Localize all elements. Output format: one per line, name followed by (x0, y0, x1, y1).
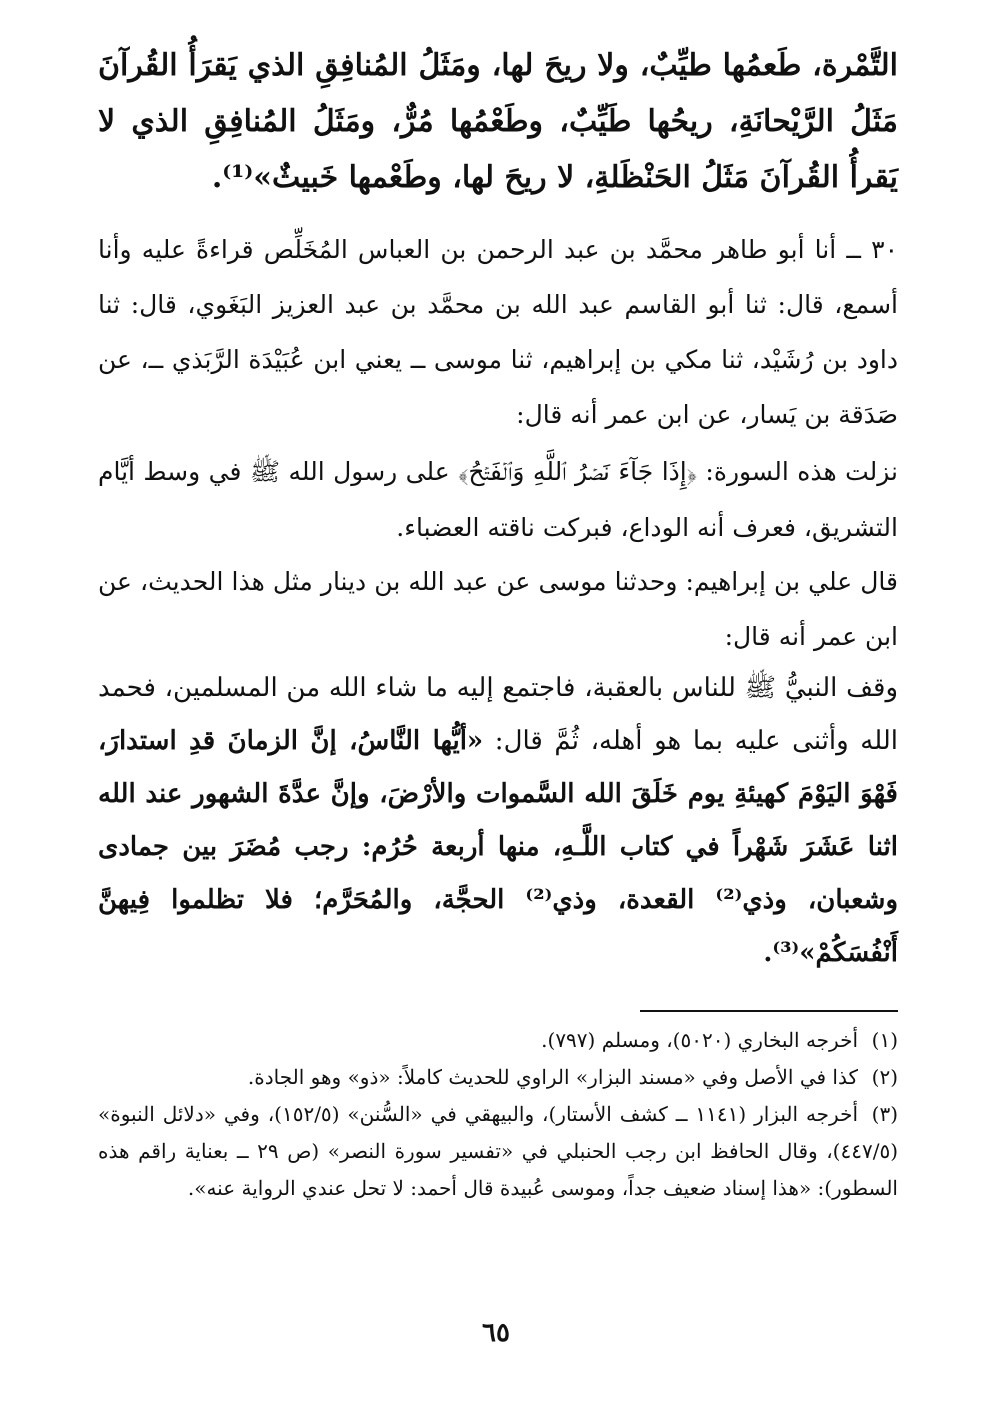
hadith-continuation-text: التَّمْرة، طَعمُها طيِّبٌ، ولا ريحَ لها، ومَثَلُ المُنافِقِ الذي يَقرَأُ القُرآنَ مَثَلُ الرَّيْحانَةِ، ريحُها طَيِّبٌ، وطَعْمُها مُرٌّ، ومَثَلُ المُنافِقِ الذي لا يَقرأُ القُرآنَ مَثَلُ الحَنْظَلةِ، لا ريحَ لها، وطَعْمها خَبيثٌ»⁽¹⁾. (98, 48, 898, 195)
khutba-paragraph (98, 662, 898, 980)
footnotes-section (98, 1022, 898, 1207)
surah-revelation-paragraph (98, 444, 898, 556)
ali-ibn-ibrahim-text: قال علي بن إبراهيم: وحدثنا موسى عن عبد الله بن دينار مثل هذا الحديث، عن ابن عمر أنه قال: (98, 567, 898, 651)
footnote-2 (98, 1059, 898, 1096)
footnote-2-text: كذا في الأصل وفي «مسند البزار» الراوي للحديث كاملاً: «ذو» وهو الجادة. (247, 1065, 858, 1089)
footnote-1-text: أخرجه البخاري (٥٠٢٠)، ومسلم (٧٩٧). (541, 1028, 858, 1052)
page-number: ٦٥ (482, 1318, 510, 1348)
hadith-30-isnad-text: ٣٠ ــ أنا أبو طاهر محمَّد بن عبد الرحمن بن العباس المُخَلِّص قراءةً عليه وأنا أسمع، قال: ثنا أبو القاسم عبد الله بن محمَّد بن عبد العزيز البَغَوي، قال: ثنا داود بن رُشَيْد، ثنا مكي بن إبراهيم، ثنا موسى ــ يعني ابن عُبَيْدَة الرَّبَذي ــ، عن صَدَقة بن يَسار، عن ابن عمر أنه قال: (98, 235, 898, 429)
ali-ibn-ibrahim-paragraph (98, 554, 898, 664)
footnote-3 (98, 1096, 898, 1207)
footnote-3-text: أخرجه البزار (١١٤١ ــ كشف الأستار)، والبيهقي في «السُّنن» (١٥٢/٥)، وفي «دلائل النبوة» (٤٤٧/٥)، وقال الحافظ ابن رجب الحنبلي في «تفسير سورة النصر» (ص ٢٩ ــ بعناية راقم هذه السطور): «هذا إسناد ضعيف جداً، وموسى عُبيدة قال أحمد: لا تحل عندي الرواية عنه». (98, 1102, 899, 1200)
khutba-quote-text: «أيُّها النَّاسُ، إنَّ الزمانَ قدِ استدارَ، فَهْوَ اليَوْمَ كهيئةِ يوم خَلَقَ الله السَّموات والأرْضَ، وإنَّ عدَّةَ الشهور عند الله اثنا عَشَرَ شَهْراً في كتاب اللَّـهِ، منها أربعة حُرُم: رجب مُضَرَ بين جمادى وشعبان، وذي⁽²⁾ القعدة، وذي⁽²⁾ الحجَّة، والمُحَرَّم؛ فلا تظلموا فِيهنَّ أَنْفُسَكُمْ»⁽³⁾. (98, 726, 899, 968)
khutba-text (98, 662, 898, 980)
hadith-30-isnad-paragraph (98, 222, 898, 442)
hadith-continuation-paragraph (98, 38, 898, 206)
footnote-3-number: (٣) (871, 1102, 898, 1126)
khutba-intro-text: وقف النبيُّ ﷺ للناس بالعقبة، فاجتمع إليه ما شاء الله من المسلمين، فحمد الله وأثنى عليه بما هو أهله، ثُمَّ قال: (98, 673, 898, 756)
footnote-separator (640, 1010, 898, 1012)
footnote-1 (98, 1022, 898, 1059)
surah-revelation-text: نزلت هذه السورة: ﴿إِذَا جَآءَ نَصۡرُ ٱللَّهِ وَٱلۡفَتۡحُ﴾ على رسول الله ﷺ في وسط أيَّام التشريق، فعرف أنه الوداع، فبركت ناقته العضباء. (98, 457, 898, 542)
footnote-1-number: (١) (871, 1028, 898, 1052)
footnote-2-number: (٢) (871, 1065, 898, 1089)
